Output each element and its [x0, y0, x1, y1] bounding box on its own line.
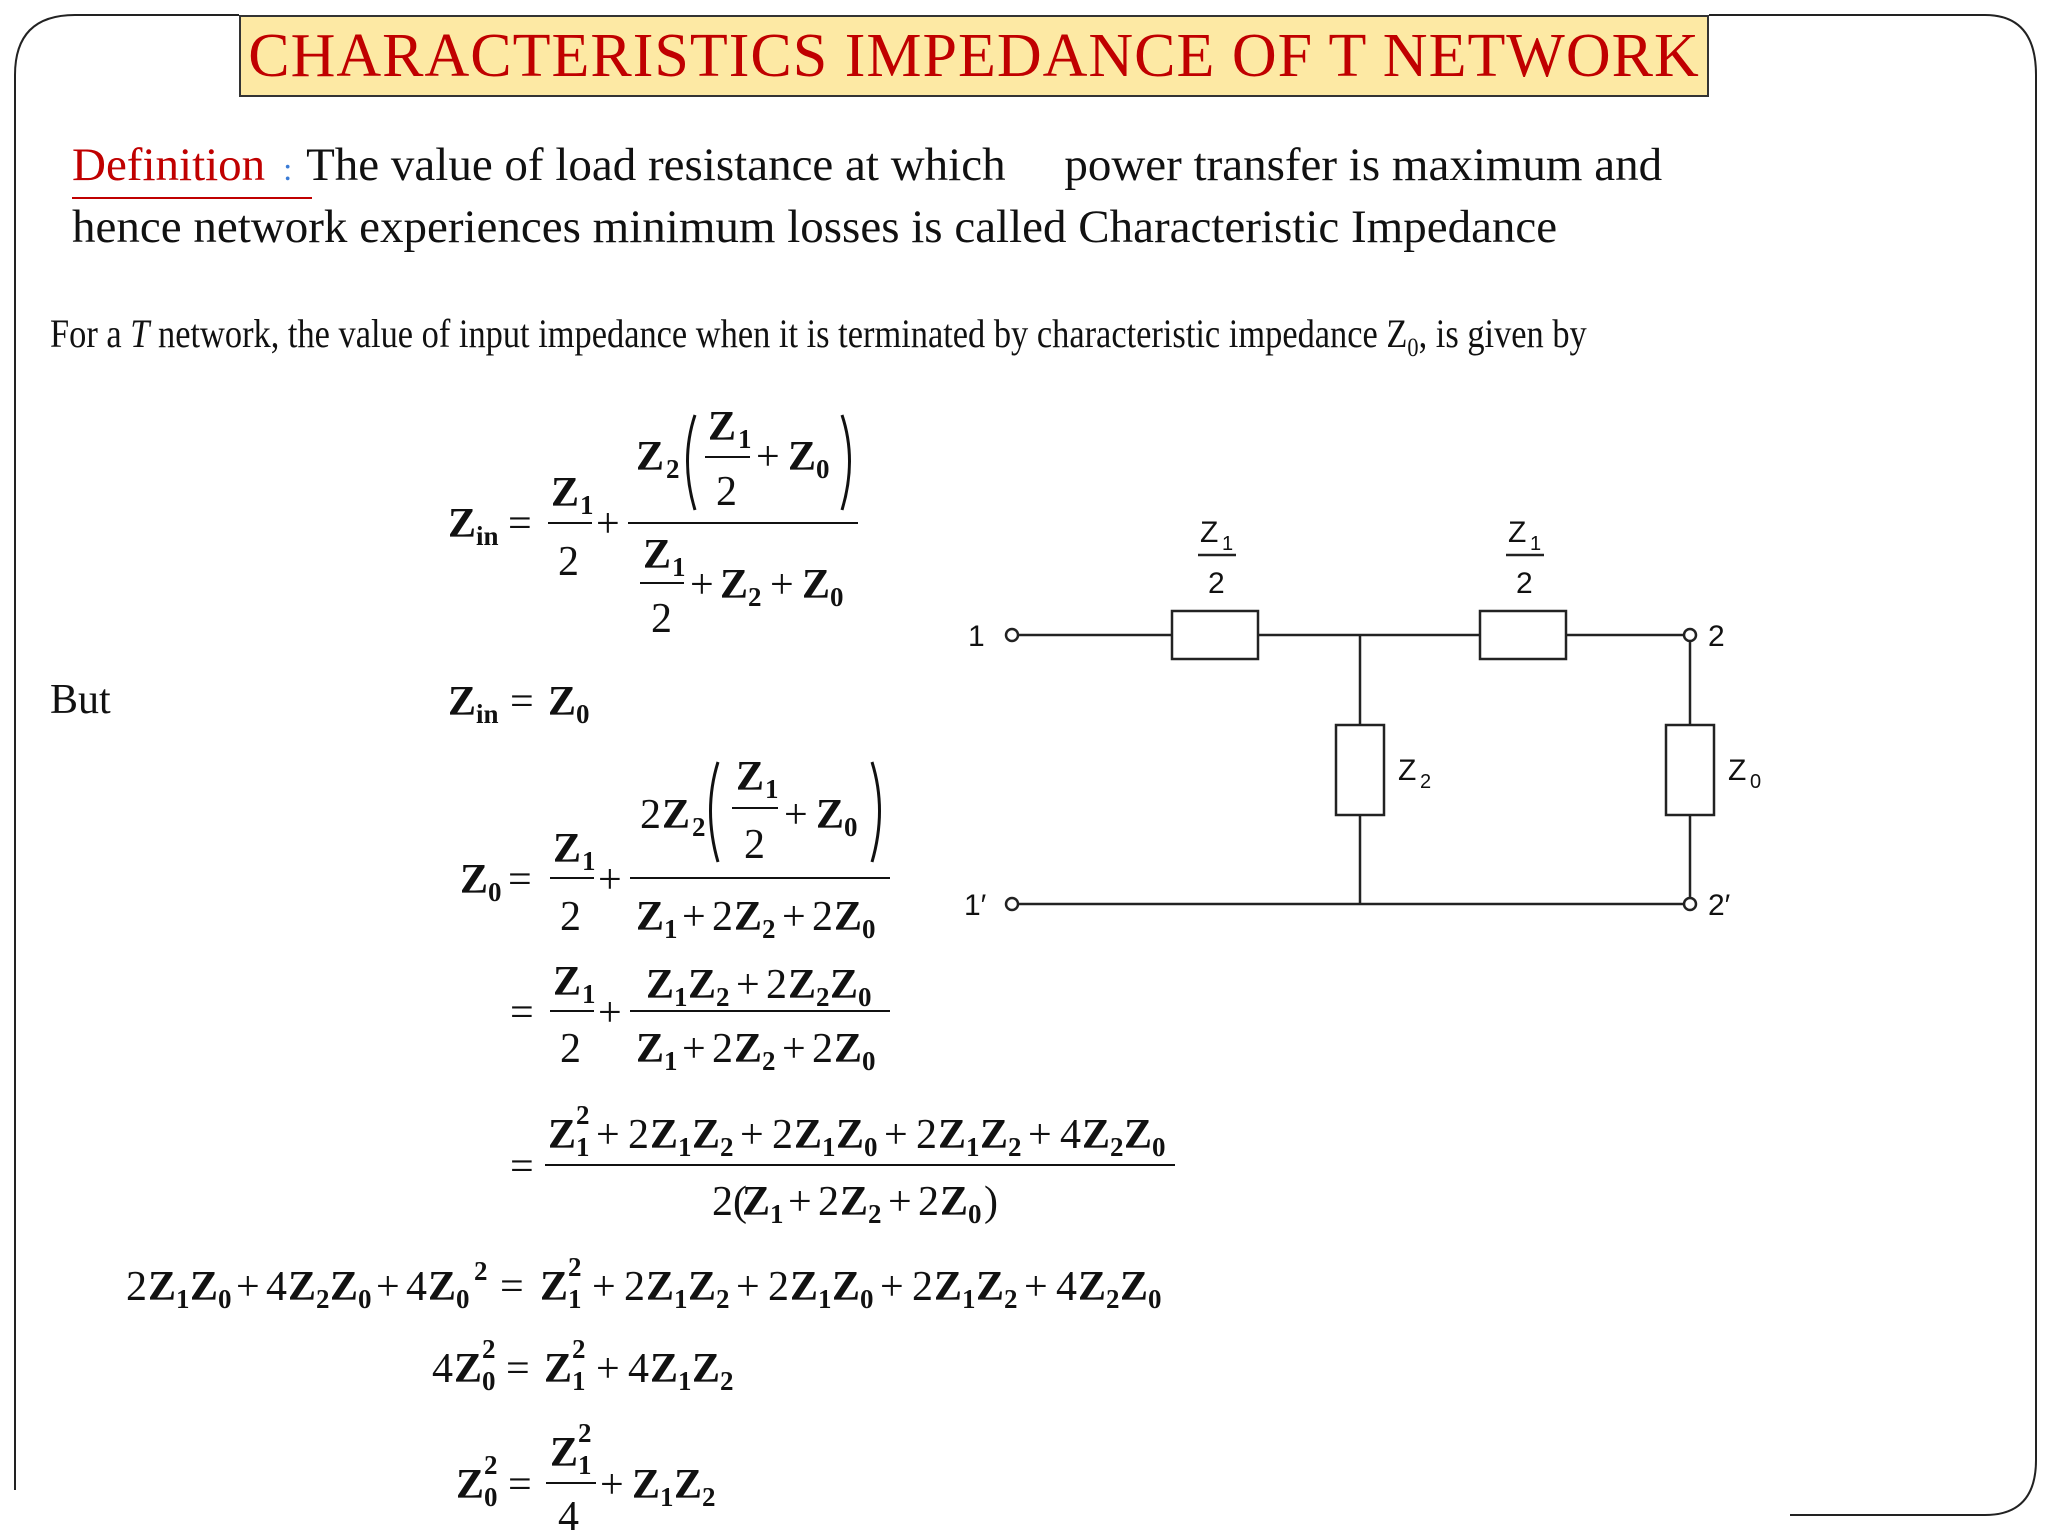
svg-text:2: 2: [666, 454, 680, 484]
z1-sub-2: 1: [1530, 533, 1542, 555]
svg-text:0: 0: [456, 1284, 470, 1314]
svg-text:Z: Z: [636, 894, 665, 940]
svg-text:1: 1: [568, 1284, 582, 1314]
but-label: But: [50, 677, 111, 723]
svg-text:2: 2: [868, 1199, 882, 1229]
svg-text:+: +: [682, 1026, 706, 1072]
load-resistor: [1666, 725, 1714, 815]
svg-text:Z: Z: [643, 532, 672, 578]
svg-text:2: 2: [568, 1252, 582, 1282]
definition-text-2: hence network experiences minimum losses is called Characteristic Impedance: [72, 201, 1558, 253]
svg-text:0: 0: [862, 914, 876, 944]
svg-text:2: 2: [748, 582, 762, 612]
svg-text:4: 4: [406, 1264, 427, 1310]
svg-text:Z: Z: [940, 1179, 969, 1225]
svg-text:2: 2: [762, 1046, 776, 1076]
terminal-2-label: 2: [1708, 620, 1725, 653]
svg-text:4: 4: [628, 1346, 649, 1392]
svg-text:4: 4: [1056, 1264, 1077, 1310]
svg-text:0: 0: [218, 1284, 232, 1314]
svg-text:Z: Z: [688, 1264, 717, 1310]
svg-text:Z: Z: [551, 470, 580, 516]
svg-text:Z: Z: [980, 1112, 1009, 1158]
svg-text:2: 2: [474, 1256, 488, 1286]
svg-text:+: +: [756, 434, 780, 480]
svg-text:Z: Z: [734, 894, 763, 940]
definition-label: Definition: [72, 139, 266, 191]
svg-text:+: +: [736, 962, 760, 1008]
svg-text:+: +: [784, 792, 808, 838]
svg-text:in: in: [476, 699, 499, 729]
svg-text:Z: Z: [550, 1430, 579, 1476]
definition-text-1: The value of load resistance at which power transfer is maximum and: [306, 139, 1663, 191]
svg-text:2: 2: [572, 1334, 586, 1364]
svg-text:+: +: [376, 1264, 400, 1310]
terminal-2-prime: [1684, 898, 1696, 910]
svg-text:2: 2: [578, 1418, 592, 1448]
svg-text:0: 0: [576, 699, 590, 729]
svg-text:+: +: [770, 562, 794, 608]
svg-text:Z: Z: [976, 1264, 1005, 1310]
svg-text:): ): [984, 1179, 998, 1225]
svg-text:+: +: [880, 1264, 904, 1310]
svg-text:1: 1: [818, 1284, 832, 1314]
svg-text:2: 2: [818, 1179, 839, 1225]
z0-sub: 0: [1750, 771, 1762, 793]
svg-text:1: 1: [962, 1284, 976, 1314]
svg-text:1: 1: [660, 1482, 674, 1512]
svg-text:Z: Z: [674, 1462, 703, 1508]
svg-text:Z: Z: [553, 959, 582, 1005]
svg-text:Z: Z: [454, 1346, 483, 1392]
svg-text:Z: Z: [834, 894, 863, 940]
svg-text:Z: Z: [662, 792, 691, 838]
svg-text:2: 2: [712, 1026, 733, 1072]
svg-text:Z: Z: [190, 1264, 219, 1310]
svg-text:Z: Z: [720, 562, 749, 608]
terminal-1-label: 1: [968, 620, 985, 653]
svg-text:2: 2: [918, 1179, 939, 1225]
svg-text:Z: Z: [938, 1112, 967, 1158]
svg-text:Z: Z: [448, 501, 477, 547]
z0-label: Z: [1728, 754, 1747, 787]
svg-text:Z: Z: [836, 1112, 865, 1158]
svg-text:2: 2: [126, 1264, 147, 1310]
svg-text:Z: Z: [460, 857, 489, 903]
svg-text:=: =: [508, 1462, 532, 1508]
svg-text:Z: Z: [934, 1264, 963, 1310]
svg-text:2: 2: [1008, 1132, 1022, 1162]
svg-text:1: 1: [664, 914, 678, 944]
series-resistor-1: [1172, 611, 1258, 659]
svg-text:2(: 2(: [712, 1179, 747, 1225]
shunt-resistor: [1336, 725, 1384, 815]
svg-text:2: 2: [912, 1264, 933, 1310]
svg-text:1: 1: [582, 979, 596, 1009]
svg-text:Z: Z: [834, 1026, 863, 1072]
svg-text:0: 0: [358, 1284, 372, 1314]
series-resistor-2: [1480, 611, 1566, 659]
svg-text:1: 1: [578, 1450, 592, 1480]
svg-text:=: =: [510, 1144, 534, 1190]
svg-text:2: 2: [766, 962, 787, 1008]
svg-text:Z: Z: [548, 679, 577, 725]
svg-text:0: 0: [488, 877, 502, 907]
svg-text:0: 0: [830, 582, 844, 612]
svg-text:0: 0: [844, 812, 858, 842]
svg-text:+: +: [596, 1346, 620, 1392]
svg-text:2: 2: [716, 1284, 730, 1314]
svg-text:+: +: [598, 990, 622, 1036]
svg-text:2: 2: [816, 982, 830, 1012]
svg-text:=: =: [506, 1346, 530, 1392]
svg-text:2: 2: [716, 469, 737, 515]
svg-text:Z: Z: [548, 1112, 577, 1158]
svg-text:+: +: [884, 1112, 908, 1158]
svg-text:2: 2: [484, 1450, 498, 1480]
svg-text:+: +: [592, 1264, 616, 1310]
svg-text:2: 2: [768, 1264, 789, 1310]
svg-text:=: =: [508, 501, 532, 547]
svg-text:1: 1: [176, 1284, 190, 1314]
svg-text:+: +: [690, 562, 714, 608]
svg-text:Z: Z: [456, 1462, 485, 1508]
svg-text:Z: Z: [734, 1026, 763, 1072]
svg-text:Z: Z: [636, 1026, 665, 1072]
svg-text:2: 2: [720, 1366, 734, 1396]
svg-text:0: 0: [1148, 1284, 1162, 1314]
intro-text-b: network, the value of input impedance when it is terminated by characteristic impedance Z: [149, 311, 1408, 356]
svg-text:0: 0: [864, 1132, 878, 1162]
svg-text:2: 2: [560, 1026, 581, 1072]
svg-text:2: 2: [558, 539, 579, 585]
svg-text:+: +: [788, 1179, 812, 1225]
svg-text:+: +: [1028, 1112, 1052, 1158]
svg-text:1: 1: [672, 552, 686, 582]
svg-text:2: 2: [482, 1334, 496, 1364]
z1-label-2: Z: [1508, 516, 1527, 549]
svg-text:2: 2: [1004, 1284, 1018, 1314]
svg-text:0: 0: [862, 1046, 876, 1076]
svg-text:0: 0: [482, 1366, 496, 1396]
svg-text:0: 0: [484, 1482, 498, 1512]
svg-text:Z: Z: [1124, 1112, 1153, 1158]
svg-text:+: +: [740, 1112, 764, 1158]
svg-text:Z: Z: [830, 962, 859, 1008]
svg-text:Z: Z: [448, 679, 477, 725]
terminal-1-prime-label: 1′: [964, 889, 987, 922]
svg-text:Z: Z: [736, 754, 765, 800]
svg-text:2: 2: [1110, 1132, 1124, 1162]
svg-text:Z: Z: [553, 826, 582, 872]
svg-text:1: 1: [580, 490, 594, 520]
svg-text:2: 2: [576, 1100, 590, 1130]
terminal-1-prime: [1006, 898, 1018, 910]
svg-text:4: 4: [558, 1494, 579, 1536]
svg-text:+: +: [782, 894, 806, 940]
svg-text:Z: Z: [788, 434, 817, 480]
svg-text:in: in: [476, 521, 499, 551]
svg-text:2: 2: [916, 1112, 937, 1158]
svg-text:Z: Z: [742, 1179, 771, 1225]
svg-text:4: 4: [1060, 1112, 1081, 1158]
svg-text:2: 2: [316, 1284, 330, 1314]
svg-text:2: 2: [744, 822, 765, 868]
svg-text:4: 4: [432, 1346, 453, 1392]
z2-sub: 2: [1420, 771, 1432, 793]
intro-text-a: For a: [50, 311, 131, 356]
svg-text:Z: Z: [646, 962, 675, 1008]
svg-text:1: 1: [576, 1132, 590, 1162]
terminal-2: [1684, 629, 1696, 641]
svg-text:0: 0: [816, 454, 830, 484]
svg-text:Z: Z: [832, 1264, 861, 1310]
svg-text:+: +: [736, 1264, 760, 1310]
svg-text:=: =: [510, 990, 534, 1036]
svg-text:2: 2: [812, 1026, 833, 1072]
svg-text:Z: Z: [816, 792, 845, 838]
svg-text:1: 1: [678, 1366, 692, 1396]
svg-text:Z: Z: [790, 1264, 819, 1310]
z1-den-2: 2: [1516, 567, 1533, 600]
svg-text:1: 1: [822, 1132, 836, 1162]
svg-text:Z: Z: [646, 1264, 675, 1310]
svg-text:Z: Z: [148, 1264, 177, 1310]
svg-text:0: 0: [968, 1199, 982, 1229]
svg-text:1: 1: [674, 982, 688, 1012]
svg-text:Z: Z: [840, 1179, 869, 1225]
svg-text:Z: Z: [288, 1264, 317, 1310]
svg-text:Z: Z: [688, 962, 717, 1008]
svg-text:4: 4: [266, 1264, 287, 1310]
svg-text:Z: Z: [650, 1112, 679, 1158]
svg-text:Z: Z: [632, 1462, 661, 1508]
svg-text:2: 2: [812, 894, 833, 940]
svg-text:Z: Z: [544, 1346, 573, 1392]
svg-text:2: 2: [624, 1264, 645, 1310]
intro-sub: 0: [1407, 333, 1419, 362]
definition-colon: :: [283, 151, 293, 187]
svg-text:+: +: [1024, 1264, 1048, 1310]
svg-text:2: 2: [772, 1112, 793, 1158]
svg-text:0: 0: [858, 982, 872, 1012]
svg-text:1: 1: [765, 774, 779, 804]
svg-text:Z: Z: [636, 434, 665, 480]
svg-text:+: +: [888, 1179, 912, 1225]
svg-text:1: 1: [582, 846, 596, 876]
svg-text:+: +: [236, 1264, 260, 1310]
svg-text:2: 2: [720, 1132, 734, 1162]
svg-text:+: +: [596, 501, 620, 547]
svg-text:1: 1: [674, 1284, 688, 1314]
svg-text:Z: Z: [692, 1346, 721, 1392]
svg-text:+: +: [782, 1026, 806, 1072]
svg-text:Z: Z: [1120, 1264, 1149, 1310]
svg-text:=: =: [508, 857, 532, 903]
terminal-1: [1006, 629, 1018, 641]
svg-text:2: 2: [716, 982, 730, 1012]
svg-text:2: 2: [712, 894, 733, 940]
svg-text:0: 0: [1152, 1132, 1166, 1162]
svg-text:1: 1: [738, 424, 752, 454]
svg-text:Z: Z: [650, 1346, 679, 1392]
svg-text:Z: Z: [540, 1264, 569, 1310]
svg-text:Z: Z: [794, 1112, 823, 1158]
svg-text:Z: Z: [692, 1112, 721, 1158]
svg-text:+: +: [600, 1462, 624, 1508]
svg-text:1: 1: [678, 1132, 692, 1162]
svg-text:Z: Z: [708, 404, 737, 450]
svg-text:=: =: [500, 1264, 524, 1310]
z1-sub-1: 1: [1222, 533, 1234, 555]
svg-text:2: 2: [692, 812, 706, 842]
z1-den-1: 2: [1208, 567, 1225, 600]
svg-text:1: 1: [966, 1132, 980, 1162]
svg-text:2: 2: [702, 1482, 716, 1512]
svg-text:+: +: [682, 894, 706, 940]
svg-text:+: +: [596, 1112, 620, 1158]
svg-text:=: =: [510, 679, 534, 725]
svg-text:0: 0: [860, 1284, 874, 1314]
intro-tail: , is given by: [1418, 311, 1587, 356]
svg-text:2: 2: [640, 792, 661, 838]
svg-text:Z: Z: [428, 1264, 457, 1310]
svg-text:1: 1: [664, 1046, 678, 1076]
svg-text:1: 1: [572, 1366, 586, 1396]
svg-text:2: 2: [651, 596, 672, 642]
svg-text:2: 2: [762, 914, 776, 944]
slide-title: CHARACTERISTICS IMPEDANCE OF T NETWORK: [248, 21, 1700, 90]
svg-text:Z: Z: [1078, 1264, 1107, 1310]
svg-text:+: +: [598, 857, 622, 903]
z1-label-1: Z: [1200, 516, 1219, 549]
svg-text:Z: Z: [1082, 1112, 1111, 1158]
svg-text:2: 2: [628, 1112, 649, 1158]
svg-text:2: 2: [1106, 1284, 1120, 1314]
terminal-2-prime-label: 2′: [1708, 889, 1731, 922]
z2-label: Z: [1398, 754, 1417, 787]
svg-text:Z: Z: [330, 1264, 359, 1310]
svg-text:2: 2: [560, 894, 581, 940]
svg-text:Z: Z: [788, 962, 817, 1008]
intro-italic: T: [130, 311, 150, 356]
svg-text:Z: Z: [802, 562, 831, 608]
svg-text:1: 1: [770, 1199, 784, 1229]
